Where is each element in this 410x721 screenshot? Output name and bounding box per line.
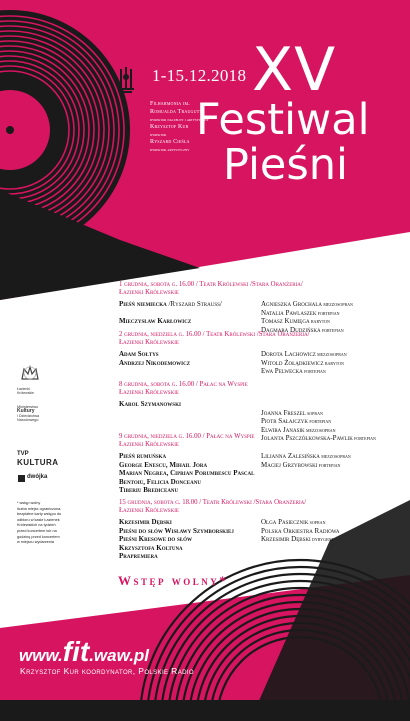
organizer-line: dyrektor artystyczny — [150, 147, 190, 152]
repertoire — [119, 518, 172, 526]
performer-role: dyrygent — [310, 537, 334, 544]
note-line: przed koncertem lub na — [17, 528, 57, 533]
performer-name: Agnieszka Grochala — [261, 300, 323, 308]
philharmonic-logo-icon — [115, 67, 137, 93]
program-row — [119, 317, 410, 326]
program-row — [119, 400, 410, 409]
festival-dates: 1-15.12.2018 — [152, 66, 247, 85]
performer-role: mezzosopran — [322, 302, 353, 308]
performer-name: Olga Pasiecznik — [261, 518, 309, 526]
website-fit: fit — [62, 636, 90, 667]
performer-name: Krzesimir Dębski — [261, 535, 311, 544]
repertoire — [119, 452, 166, 460]
crown-icon — [20, 364, 40, 384]
repertoire-title: Tiberiu Brediceanu — [119, 486, 179, 495]
concert-event — [119, 433, 410, 495]
dwojka-logo: dwójka — [27, 474, 48, 480]
program-row — [119, 469, 410, 478]
organizer-line: Ryszard Cieśla — [150, 138, 190, 145]
program-row — [119, 359, 410, 368]
performer-name: Polska Orkiestra Radiowa — [261, 526, 340, 535]
repertoire — [119, 317, 191, 325]
repertoire — [119, 400, 181, 408]
repertoire-title: Pieśń niemiecka — [119, 300, 167, 308]
performer-role: mezzosopran — [315, 352, 347, 358]
performer-role: fortepian — [316, 310, 340, 317]
organizer-line: dyrektor — [150, 132, 167, 137]
performer-name: Dagmara Dudzińska — [261, 325, 321, 334]
program-row — [119, 535, 410, 544]
repertoire-title: Prapremiera — [119, 552, 158, 561]
performer-name: Piotr Sałajczyk — [261, 417, 309, 426]
lazienki-logo-text: Łazienki Królewskie — [17, 387, 34, 395]
repertoire-title: Krzesimir Dębski — [119, 518, 172, 526]
ministry-line: Kultury — [17, 408, 35, 415]
ministry-line: Narodowego — [17, 418, 39, 423]
organizer-block — [150, 101, 220, 154]
repertoire — [119, 552, 158, 560]
note-line: liczba miejsc ograniczona. — [17, 506, 62, 511]
free-entry-note — [17, 501, 83, 546]
performer-role: mezzosopran — [304, 427, 336, 434]
event-location: Łazienki Królewskie — [119, 339, 179, 346]
festival-edition-roman: XV — [252, 35, 337, 105]
kultura-logo: KULTURA — [17, 458, 59, 467]
performer-role: sopran — [308, 520, 326, 526]
repertoire — [119, 478, 201, 486]
event-location: Łazienki Królewskie — [119, 441, 179, 448]
performer-role: fortepian — [352, 436, 376, 443]
program-row — [119, 544, 410, 553]
concert-event — [119, 331, 410, 376]
performer-role: mezzosopran — [319, 454, 351, 460]
program-row — [119, 409, 410, 418]
note-line: * wstęp wolny — [17, 501, 41, 505]
note-line: w miejscu wydarzenia — [17, 540, 54, 545]
performer-name: Dorota Lachowicz — [261, 350, 316, 358]
festival-title-line2: Pieśni — [223, 140, 348, 190]
repertoire — [119, 359, 190, 367]
repertoire-title: George Enescu, Mihail Jora — [119, 460, 208, 469]
repertoire-title: Mieczysław Karłowicz — [119, 317, 192, 326]
event-date-venue: 8 grudnia, sobota g. 16.00 / Pałac na Wyspie — [119, 381, 248, 388]
program-row — [119, 518, 410, 527]
repertoire-title: Pieśni do słów Wisławy Szymborskiej — [119, 526, 234, 535]
ministry-logo — [17, 405, 57, 423]
repertoire — [119, 535, 192, 543]
website-link[interactable] — [19, 636, 149, 668]
repertoire-title: Adam Sołtys — [119, 350, 159, 358]
event-location: Łazienki Królewskie — [119, 289, 179, 296]
performer — [261, 367, 326, 376]
repertoire — [119, 461, 207, 469]
performer-name: Elwira Janasik — [261, 425, 305, 434]
program-row — [119, 417, 410, 426]
program-row — [119, 350, 410, 359]
performer-name: Jolanta Pszczółkowska-Pawlik — [261, 434, 353, 443]
performer-name: Tomasz Kumięga — [261, 317, 310, 326]
organizer-line: Krzysztof Kur — [150, 123, 189, 130]
note-line: bezpłatne karty wstępu do — [17, 512, 62, 517]
performer-name: Lilianna Zalesińska — [261, 452, 320, 460]
program-row — [119, 452, 410, 461]
note-line: odbioru w kasie Łazienek — [17, 517, 60, 522]
repertoire — [119, 486, 178, 494]
repertoire-title: Bentoiu, Felicia Donceanu — [119, 477, 201, 486]
performer-name: Natalia Pawlaszek — [261, 308, 317, 317]
organizer-line: dyrektor naczelny i artystyczny — [150, 117, 209, 122]
repertoire — [119, 350, 159, 358]
repertoire-title: Krzysztofa Koltuna — [119, 543, 183, 552]
note-line: Królewskich na tydzień — [17, 523, 56, 528]
performer-name: Ewa Pelwecka — [261, 367, 303, 376]
repertoire — [119, 544, 183, 552]
program-row — [119, 527, 410, 536]
program-row — [119, 478, 410, 487]
coordinator-line — [20, 666, 194, 676]
festival-title-line1: Festiwal — [196, 95, 370, 145]
repertoire-title: Pieśni Kresowe do słów — [119, 535, 193, 544]
performer-role: baryton — [309, 319, 330, 326]
organizer-line: Filharmonia im. — [150, 101, 191, 107]
performer-role: fortepian — [308, 419, 332, 426]
performer-name: Maciej Grzybowski — [261, 460, 318, 469]
repertoire-title: Andrzej Nikodemowicz — [119, 358, 191, 367]
program-row — [119, 461, 410, 470]
repertoire — [119, 527, 234, 535]
concert-event — [119, 281, 410, 334]
performer-role: fortepian — [320, 327, 344, 334]
event-location: Łazienki Królewskie — [119, 389, 179, 396]
event-date-venue: 1 grudnia, sobota g. 16.00 / Teatr Królewski /Stara Oranżeria/ — [119, 281, 303, 288]
program-row — [119, 367, 410, 376]
performer-name: Joanna Freszel — [261, 408, 306, 417]
program-row — [119, 552, 410, 561]
performer-name: Witold Żołądkiewicz — [261, 358, 324, 367]
program-row — [119, 309, 410, 318]
program-row — [119, 486, 410, 495]
performer-role: fortepian — [302, 369, 326, 376]
dark-bottom-strip — [0, 700, 410, 721]
performer-role: sopran — [305, 410, 323, 417]
dwojka-logo-icon — [18, 475, 25, 482]
repertoire-title: Marian Negrea, Ciprian Porumbescu Pascal — [119, 469, 255, 478]
organizer-line: Romualda Traugutta — [150, 108, 205, 115]
coordinator-role: koordynator, Polskie Radio — [81, 666, 194, 676]
event-date-venue: 2 grudnia, niedziela g. 16.00 / Teatr Królewski /Stara Oranżeria/ — [119, 331, 310, 338]
event-location: Łazienki Królewskie — [119, 507, 179, 514]
concert-event — [119, 499, 410, 561]
ministry-line: Ministerstwo — [17, 405, 39, 409]
event-date-venue: 15 grudnia, sobota g. 18.00 / Teatr Królewski /Stara Oranżeria/ — [119, 499, 307, 506]
free-entry-label: Wstęp wolny* — [118, 573, 229, 588]
repertoire — [119, 469, 254, 477]
repertoire-note: /Ryszard Strauss/ — [166, 300, 222, 308]
program-row — [119, 300, 410, 309]
repertoire — [119, 300, 222, 308]
note-line: godzinę przed koncertem — [17, 534, 60, 539]
website-prefix: www. — [19, 646, 63, 665]
website-suffix: .waw.pl — [89, 646, 150, 665]
ministry-line: i Dziedzictwa — [17, 413, 40, 418]
performer-role: baryton — [323, 360, 344, 367]
repertoire-title: Karol Szymanowski — [119, 400, 181, 408]
performer-role: fortepian — [317, 462, 341, 469]
tvp-logo: TVP — [17, 451, 29, 457]
event-date-venue: 9 grudnia, niedziela g. 16.00 / Pałac na Wyspie — [119, 433, 255, 440]
repertoire-title: Pieśń rumuńska — [119, 452, 167, 460]
coordinator-name: Krzysztof Kur — [20, 666, 80, 676]
